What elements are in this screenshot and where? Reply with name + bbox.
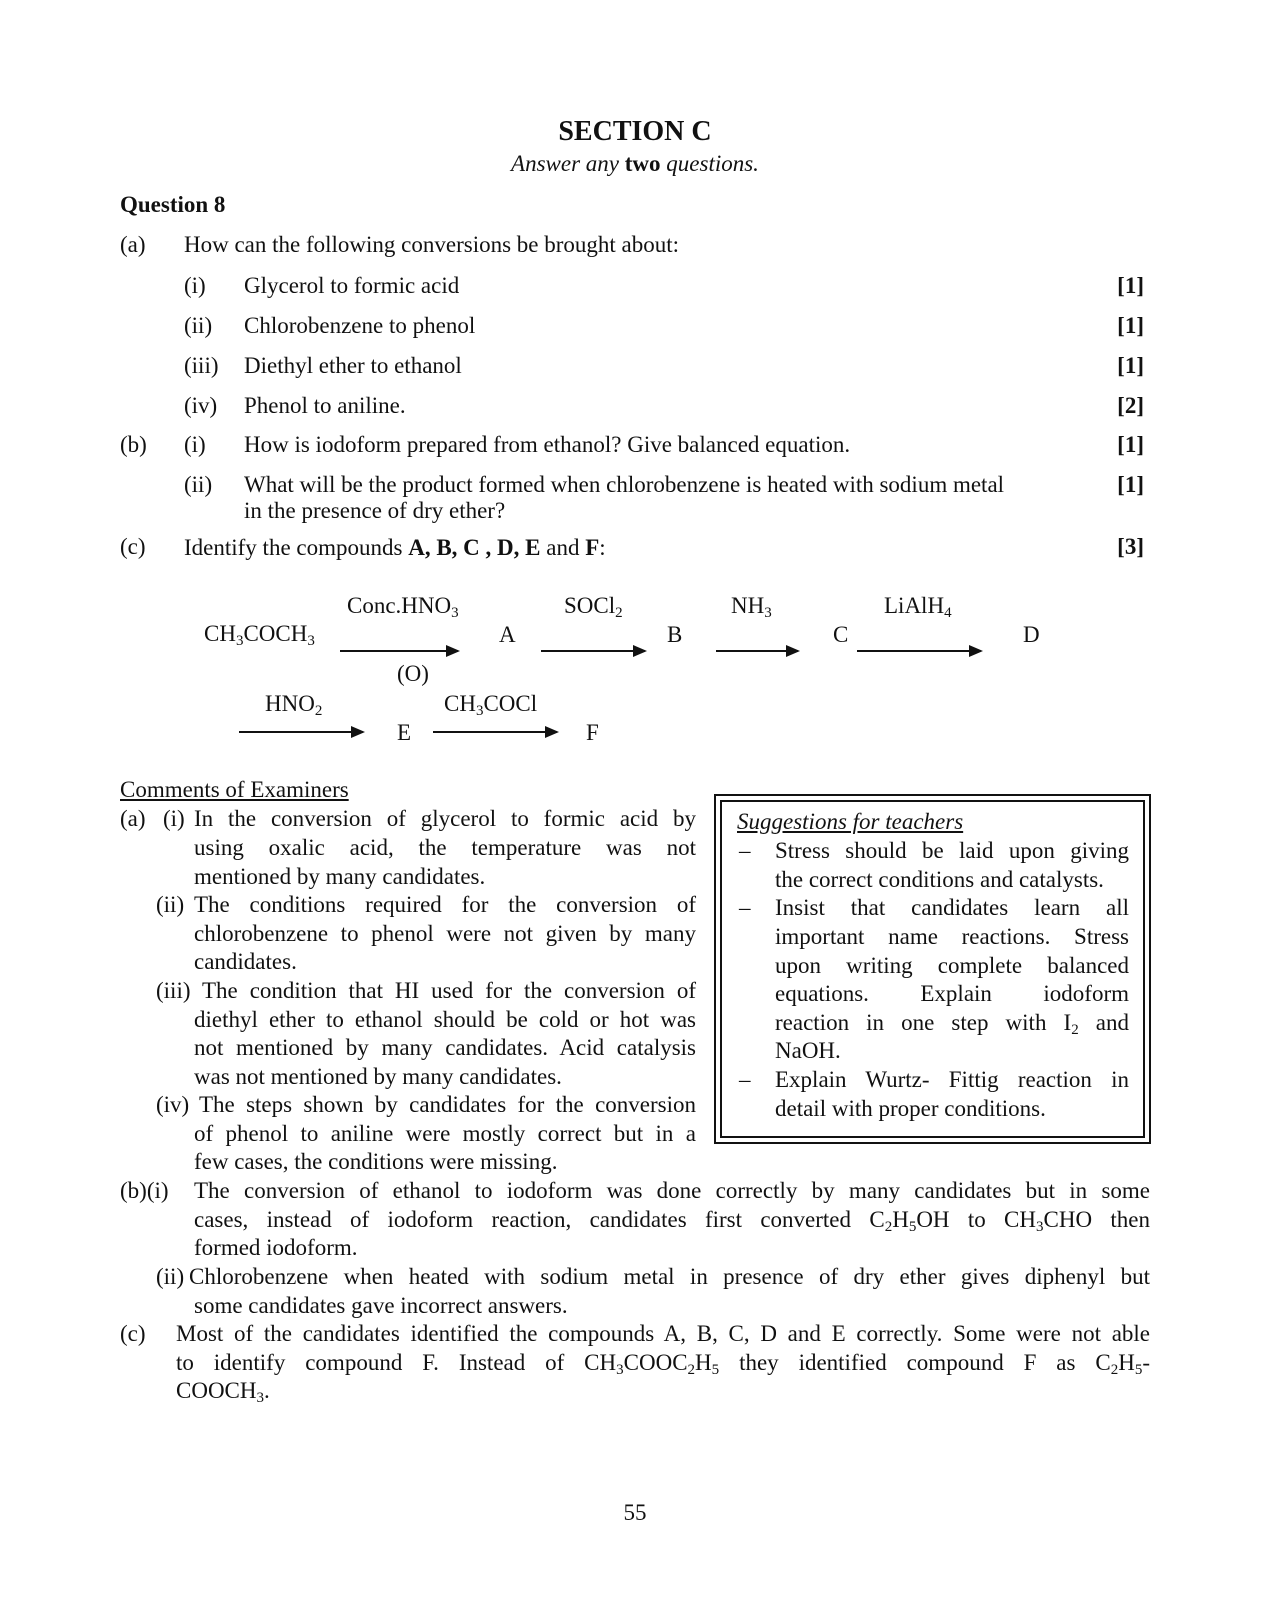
suggestion-2-dash: –: [739, 895, 751, 920]
comment-a-i-line-3: mentioned by many candidates.: [194, 864, 486, 889]
comment-a-iii-line-1: The condition that HI used for the conversion of: [202, 978, 696, 1003]
part-b-i-num: (i): [184, 432, 206, 457]
part-a-i-marks: [1]: [1117, 273, 1144, 298]
scheme-compound-e: E: [397, 720, 412, 745]
comment-a-i-line-1: In the conversion of glycerol to formic acid by: [194, 806, 696, 831]
question-title: Question 8: [120, 192, 226, 217]
comment-a-label: (a): [120, 806, 146, 831]
suggestion-1-dash: –: [739, 838, 751, 863]
part-a-text: How can the following conversions be brought about:: [184, 232, 680, 257]
scheme-compound-f: F: [586, 720, 599, 745]
arrow-2: [541, 650, 645, 652]
scheme-reagent-2: SOCl$_2$: [564, 593, 623, 621]
part-a-iii-num: (iii): [184, 353, 219, 378]
scheme-compound-b: B: [667, 622, 683, 647]
comment-a-ii-line-3: candidates.: [194, 949, 297, 974]
page-number: 55: [623, 1500, 647, 1525]
part-b-label: (b): [120, 432, 147, 457]
arrow-6: [433, 731, 557, 733]
part-a-iii-text: Diethyl ether to ethanol: [244, 353, 462, 378]
comment-a-iii-line-2: diethyl ether to ethanol should be cold or hot was: [194, 1007, 696, 1032]
comment-a-iv-num: (iv): [156, 1092, 190, 1117]
part-b-i-marks: [1]: [1117, 432, 1144, 457]
scheme-reagent-5: $HNO_2$: [265, 691, 323, 719]
comment-b-i-label: (b)(i): [120, 1178, 169, 1203]
scheme-compound-a: A: [499, 622, 516, 647]
part-a-i-num: (i): [184, 273, 206, 298]
comment-a-iii-line-4: was not mentioned by many candidates.: [194, 1064, 562, 1089]
part-a-ii-text: Chlorobenzene to phenol: [244, 313, 476, 338]
arrow-1: [340, 650, 458, 652]
scheme-reagent-4: LiAlH$_4$: [884, 593, 952, 621]
suggestion-2-line-4: equations. Explain iodoform: [775, 981, 1129, 1006]
part-a-ii-marks: [1]: [1117, 313, 1144, 338]
scheme-compound-d: D: [1023, 622, 1040, 647]
scheme-reagent-6: $CH_3COCl$: [444, 691, 538, 719]
comment-a-ii-line-2: chlorobenzene to phenol were not given by many: [194, 921, 696, 946]
comment-c-line-3: $COOCH_3$.: [176, 1378, 270, 1406]
part-b-i-text: How is iodoform prepared from ethanol? Give balanced equation.: [244, 432, 851, 457]
comment-a-ii-line-1: The conditions required for the conversion of: [194, 892, 696, 917]
scheme-reagent-1-below: (O): [397, 661, 429, 686]
arrow-5: [239, 731, 363, 733]
comment-a-iv-line-1: The steps shown by candidates for the conversion: [199, 1092, 696, 1117]
suggestion-2-line-6: NaOH.: [775, 1038, 841, 1063]
comment-a-iv-line-3: few cases, the conditions were missing.: [194, 1149, 558, 1174]
comment-a-iii-num: (iii): [156, 978, 191, 1003]
part-a-label: (a): [120, 232, 146, 257]
suggestion-3-dash: –: [739, 1067, 751, 1092]
suggestion-2-line-3: upon writing complete balanced: [775, 953, 1129, 978]
suggestion-3-line-1: Explain Wurtz- Fittig reaction in: [775, 1067, 1129, 1092]
suggestion-2-line-1: Insist that candidates learn all: [775, 895, 1129, 920]
scheme-reagent-1: $Conc.HNO_3$: [347, 593, 459, 621]
comment-a-iii-line-3: not mentioned by many candidates. Acid catalysis: [194, 1035, 696, 1060]
comment-b-i-line-3: formed iodoform.: [194, 1235, 358, 1260]
part-a-iv-num: (iv): [184, 393, 218, 418]
arrow-4: [857, 650, 981, 652]
comments-heading: Comments of Examiners: [120, 777, 349, 802]
part-a-iii-marks: [1]: [1117, 353, 1144, 378]
suggestions-heading: Suggestions for teachers: [737, 809, 964, 834]
suggestion-3-line-2: detail with proper conditions.: [775, 1096, 1046, 1121]
suggestion-1-line-2: the correct conditions and catalysts.: [775, 867, 1104, 892]
comment-c-label: (c): [120, 1321, 146, 1346]
part-b-ii-text: What will be the product formed when chlorobenzene is heated with sodium metal: [244, 472, 1005, 497]
scheme-reagent-3: $NH_3$: [731, 593, 772, 621]
comment-b-ii-label: (ii): [156, 1264, 185, 1289]
comment-a-iv-line-2: of phenol to aniline were mostly correct but in a: [194, 1121, 696, 1146]
comment-b-ii-line-2: some candidates gave incorrect answers.: [194, 1293, 568, 1318]
part-b-ii-num: (ii): [184, 472, 213, 497]
section-instruction: Answer any two questions.: [511, 151, 759, 176]
scheme-start: $CH_3COCH_3$: [204, 621, 315, 649]
section-title: SECTION C: [558, 116, 712, 147]
comment-b-i-line-1: The conversion of ethanol to iodoform was done correctly by many candidates but in some: [194, 1178, 1150, 1203]
comment-a-ii-num: (ii): [156, 892, 185, 917]
part-b-ii-text-cont: in the presence of dry ether?: [244, 498, 506, 523]
part-b-ii-marks: [1]: [1117, 472, 1144, 497]
suggestion-1-line-1: Stress should be laid upon giving: [775, 838, 1129, 863]
comment-b-ii-line-1: Chlorobenzene when heated with sodium metal in presence of dry ether gives diphenyl but: [189, 1264, 1150, 1289]
comment-c-line-1: Most of the candidates identified the compounds A, B, C, D and E correctly. Some were not able: [176, 1321, 1150, 1346]
part-a-i-text: Glycerol to formic acid: [244, 273, 460, 298]
part-c-text: Identify the compounds A, B, C , D, E and F:: [184, 535, 606, 560]
part-c-label: (c): [120, 534, 146, 559]
suggestion-2-line-2: important name reactions. Stress: [775, 924, 1129, 949]
comment-c-line-2: to identify compound F. Instead of $CH_3COOC_2H_5$ they identified compound F as $C_2H_5-$: [176, 1350, 1150, 1378]
scheme-compound-c: C: [833, 622, 849, 647]
suggestion-2-line-5: reaction in one step with $I_2$ and: [775, 1010, 1129, 1038]
part-c-marks: [3]: [1117, 534, 1144, 559]
comment-a-i-line-2: using oxalic acid, the temperature was not: [194, 835, 696, 860]
arrow-3: [716, 650, 798, 652]
part-a-iv-marks: [2]: [1117, 393, 1144, 418]
part-a-ii-num: (ii): [184, 313, 213, 338]
part-a-iv-text: Phenol to aniline.: [244, 393, 406, 418]
comment-a-i-num: (i): [163, 806, 185, 831]
comment-b-i-line-2: cases, instead of iodoform reaction, candidates first converted $C_2H_5OH$ to $CH_3CHO$ then: [194, 1207, 1150, 1235]
